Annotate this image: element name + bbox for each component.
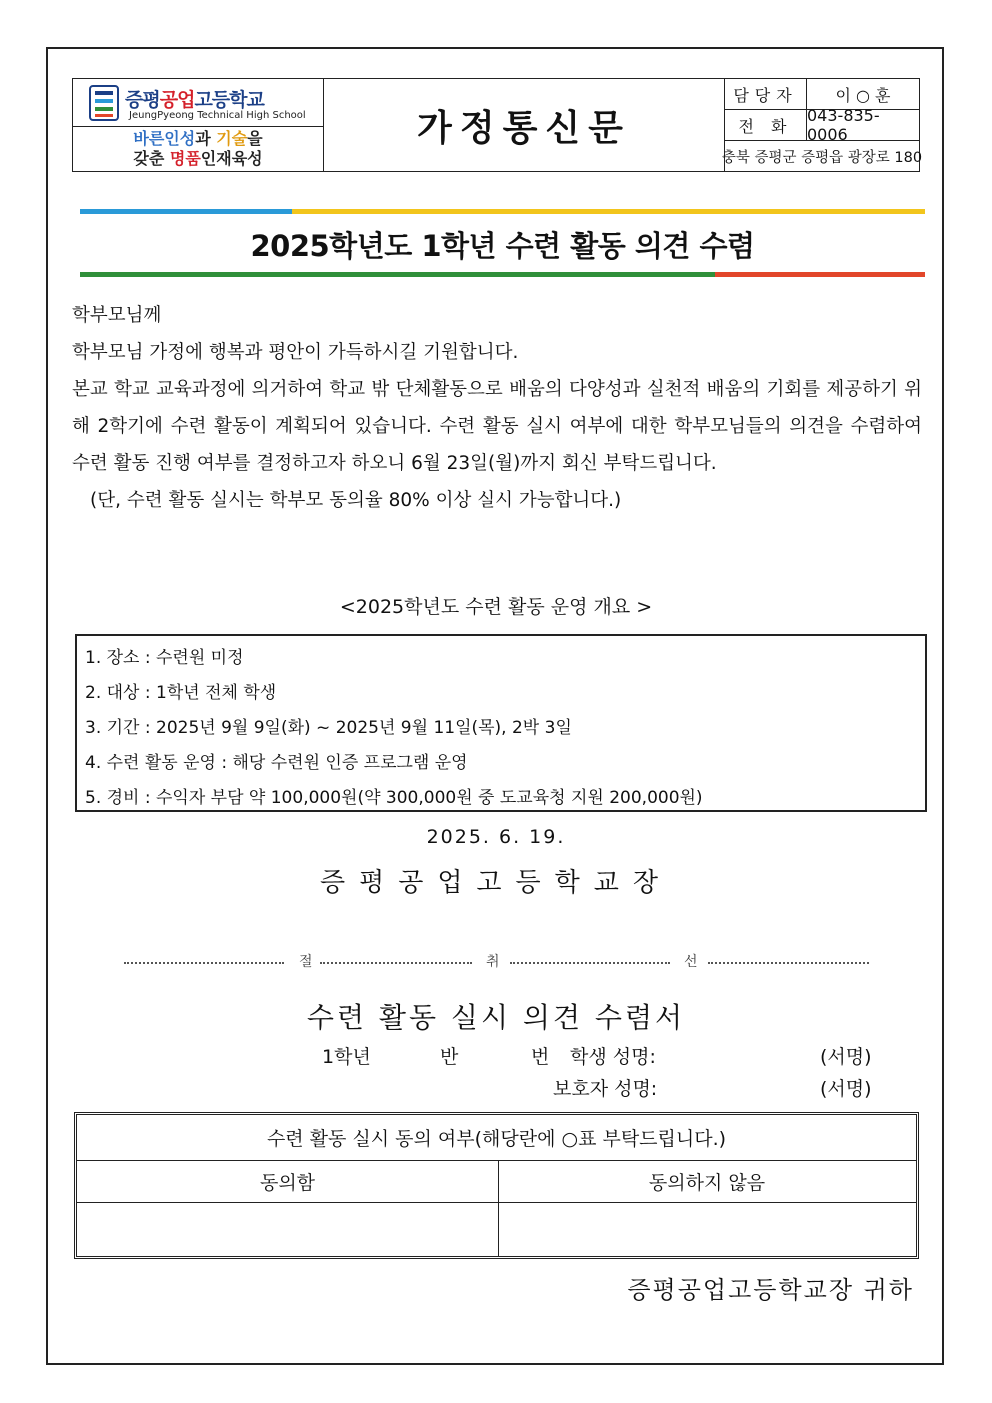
phone-row <box>725 106 919 144</box>
school-name-logo <box>125 85 264 112</box>
outline-item: 1. 장소 : 수련원 미정 <box>85 648 244 668</box>
disagree-mark-cell[interactable] <box>498 1203 916 1256</box>
banner-bar-blue <box>80 209 292 214</box>
cut-line-dots <box>320 962 472 964</box>
cut-line-dots <box>510 962 670 964</box>
guardian-sign-label: (서명) <box>820 1078 872 1100</box>
school-name-part3: 고등학교 <box>194 89 264 111</box>
banner-bar-green <box>80 272 715 277</box>
school-name-part2: 공업 <box>159 89 195 111</box>
motto-word-having: 갖춘 <box>133 149 170 168</box>
cut-line-word: 선 <box>684 954 698 970</box>
agree-mark-cell[interactable] <box>77 1203 498 1256</box>
banner-bar-red <box>715 272 925 277</box>
outline-item: 3. 기간 : 2025년 9월 9일(화) ~ 2025년 9월 11일(목), 2박 3일 <box>85 718 572 738</box>
salutation: 학부모님께 <box>72 305 162 326</box>
class-label: 반 <box>440 1046 459 1068</box>
school-logo-block <box>73 79 324 171</box>
contact-table <box>721 79 923 171</box>
manager-label: 담당자 <box>725 79 807 109</box>
guardian-name-label[interactable]: 보호자 성명: <box>553 1078 658 1100</box>
letterhead <box>72 78 923 172</box>
addressee: 증평공업고등학교장 귀하 <box>627 1276 914 1304</box>
motto-word-premium: 명품 <box>169 149 201 168</box>
reply-form-title: 수련 활동 실시 의견 수렴서 <box>306 1001 686 1034</box>
disagree-column-header: 동의하지 않음 <box>498 1161 916 1203</box>
number-label: 번 <box>531 1046 550 1068</box>
student-sign-label: (서명) <box>820 1046 872 1068</box>
school-address: 충북 증평군 증평읍 광장로 180 <box>721 149 923 166</box>
school-logo-top <box>73 79 323 127</box>
greeting: 학부모님 가정에 행복과 평안이 가득하시길 기원합니다. <box>72 342 519 363</box>
motto-word-skill: 기술 <box>216 129 248 148</box>
letter-body <box>72 297 922 519</box>
outline-item: 2. 대상 : 1학년 전체 학생 <box>85 683 277 703</box>
cut-line-dots <box>708 962 869 964</box>
agree-column-header: 동의함 <box>77 1161 498 1203</box>
outline-item: 5. 경비 : 수익자 부담 약 100,000원(약 300,000원 중 도교육청 지원 200,000원) <box>85 788 703 808</box>
phone-label: 전 화 <box>725 110 807 140</box>
banner-title: 2025학년도 1학년 수련 활동 의견 수렴 <box>250 229 755 263</box>
outline-box <box>75 634 927 812</box>
principal-signature: 증평공업고등학교장 <box>319 868 673 898</box>
school-name-english: JeungPyeong Technical High School <box>129 110 306 121</box>
student-name-label[interactable]: 학생 성명: <box>570 1046 656 1068</box>
school-motto <box>73 129 323 169</box>
motto-word-obj: 을 <box>247 129 263 148</box>
letter-main-text: 본교 학교 교육과정에 의거하여 학교 밖 단체활동으로 배움의 다양성과 실천적 배움의 기회를 제공하기 위해 2학기에 수련 활동이 계획되어 있습니다. 수련 활동 실시 여부에 대한 학부모님들의 의견을 수렴하여 수련 활동 진행 여부를 결정하고자 하오니 6월 23일(월)까지 회신 부탁드립니다. <box>72 379 922 474</box>
outline-heading: <2025학년도 수련 활동 운영 개요 > <box>339 596 653 618</box>
school-name-part1: 증평 <box>125 89 160 111</box>
motto-word-talent: 인재육성 <box>200 149 263 168</box>
letter-note: (단, 수련 활동 실시는 학부모 동의율 80% 이상 실시 가능합니다.) <box>90 490 622 511</box>
manager-value: 이 ○ 훈 <box>835 85 891 105</box>
banner-bar-yellow <box>292 209 925 214</box>
cut-line-dots <box>124 962 284 964</box>
outline-item: 4. 수련 활동 운영 : 해당 수련원 인증 프로그램 운영 <box>85 753 468 773</box>
cut-line-word: 취 <box>486 954 500 970</box>
newsletter-title: 가정통신문 <box>417 107 631 149</box>
motto-word-character: 바른인성 <box>133 129 196 148</box>
cut-line-word: 절 <box>299 954 313 970</box>
consent-heading: 수련 활동 실시 동의 여부(해당란에 ○표 부탁드립니다.) <box>77 1115 916 1161</box>
grade-label: 1학년 <box>322 1046 371 1068</box>
motto-word-and: 과 <box>195 129 217 148</box>
issue-date: 2025. 6. 19. <box>426 826 566 848</box>
consent-table <box>74 1112 919 1259</box>
cut-line <box>124 951 869 971</box>
phone-value: 043-835-0006 <box>807 106 880 144</box>
school-emblem-icon <box>89 85 119 121</box>
